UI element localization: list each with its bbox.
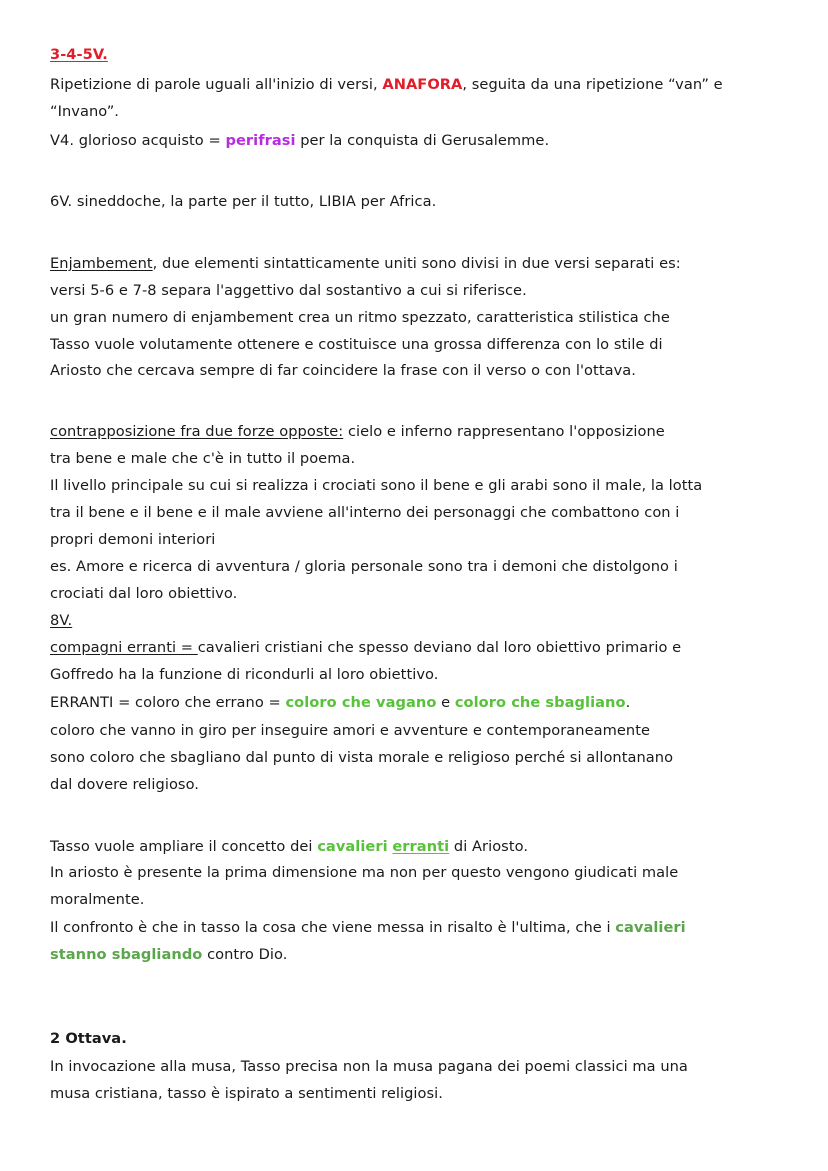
text-span: e [436,694,455,711]
text-line [50,917,686,939]
text-span: . [625,694,631,711]
text-line [50,747,673,769]
text-line [50,637,681,659]
text-line [50,692,630,714]
text-line [50,307,670,329]
text-span: crociati dal loro obiettivo. [50,585,238,602]
text-line [50,556,678,578]
text-span: tra il bene e il bene e il male avviene all'interno dei personaggi che combattono con i [50,504,680,521]
section-heading-3-4-5v [50,44,108,66]
text-line [50,475,702,497]
text-span: dal dovere religioso. [50,776,199,793]
text-span: , due elementi sintatticamente uniti sono divisi in due versi separati es: [152,255,681,272]
text-span: Ariosto che cercava sempre di far coincidere la frase con il verso o con l'ottava. [50,362,636,379]
text-line [50,360,636,382]
text-span: cavalieri cristiani che spesso deviano dal loro obiettivo primario e [197,639,682,656]
term-enjambement: Enjambement [50,255,153,272]
highlight-cavalieri-2: cavalieri [615,919,686,936]
text-span: Goffredo ha la funzione di ricondurli al loro obiettivo. [50,666,439,683]
text-line [50,944,287,966]
text-span: Tasso vuole ampliare il concetto dei [50,838,318,855]
highlight-cavalieri: cavalieri [317,838,388,855]
highlight-stanno-sbagliando: stanno sbagliando [50,946,203,963]
text-line [50,529,215,551]
text-line [50,280,527,302]
text-line [50,1083,443,1105]
text-line [50,448,355,470]
highlight-perifrasi: perifrasi [225,132,296,149]
text-span: tra bene e male che c'è in tutto il poema. [50,450,356,467]
text-line [50,191,436,213]
text-span: 6V. sineddoche, la parte per il tutto, LIBIA per Africa. [50,193,437,210]
text-line [50,101,119,123]
text-span: musa cristiana, tasso è ispirato a sentimenti religiosi. [50,1085,443,1102]
section-heading-8v [50,610,72,632]
text-line [50,1056,688,1078]
text-line [50,774,199,796]
text-span: es. Amore e ricerca di avventura / gloria personale sono tra i demoni che distolgono i [50,558,678,575]
text-line [50,664,438,686]
text-line [50,862,678,884]
term-contrapposizione: contrapposizione fra due forze opposte: [50,423,344,440]
text-line [50,74,723,96]
text-span: , seguita da una ripetizione “van” e [462,76,723,93]
text-line [50,836,528,858]
text-span: In ariosto è presente la prima dimensione ma non per questo vengono giudicati male [50,864,679,881]
text-span: di Ariosto. [449,838,529,855]
text-line [50,253,681,275]
text-line [50,583,237,605]
text-span: Ripetizione di parole uguali all'inizio di versi, [50,76,383,93]
text-span: Tasso vuole volutamente ottenere e costituisce una grossa differenza con lo stile di [50,336,663,353]
highlight-erranti: erranti [392,838,450,855]
heading-text: 3-4-5V. [50,46,108,63]
text-span: versi 5-6 e 7-8 separa l'aggettivo dal sostantivo a cui si riferisce. [50,282,527,299]
text-line [50,334,663,356]
text-span: moralmente. [50,891,145,908]
text-line [50,889,144,911]
section-heading-2-ottava [50,1028,127,1050]
text-span: Il livello principale su cui si realizza i crociati sono il bene e gli arabi sono il male, la lotta [50,477,703,494]
highlight-anafora: ANAFORA [382,76,463,93]
text-span: In invocazione alla musa, Tasso precisa non la musa pagana dei poemi classici ma una [50,1058,688,1075]
text-span: sono coloro che sbagliano dal punto di vista morale e religioso perché si allontanano [50,749,674,766]
text-span: propri demoni interiori [50,531,216,548]
highlight-vagano: coloro che vagano [285,694,437,711]
text-span: per la conquista di Gerusalemme. [295,132,550,149]
text-span: Il confronto è che in tasso la cosa che viene messa in risalto è l'ultima, che i [50,919,616,936]
text-line [50,502,679,524]
text-span: un gran numero di enjambement crea un ritmo spezzato, caratteristica stilistica che [50,309,670,326]
text-span: “Invano”. [50,103,120,120]
text-line [50,421,665,443]
text-line [50,130,549,152]
text-span: ERRANTI = coloro che errano = [50,694,286,711]
highlight-sbagliano: coloro che sbagliano [454,694,626,711]
heading-text: 2 Ottava. [50,1030,127,1047]
term-compagni-erranti: compagni erranti = [50,639,198,656]
heading-text: 8V. [50,612,73,629]
text-span: V4. glorioso acquisto = [50,132,226,149]
text-span: coloro che vanno in giro per inseguire amori e avventure e contemporaneamente [50,722,651,739]
text-span: cielo e inferno rappresentano l'opposizione [343,423,665,440]
text-span: contro Dio. [202,946,288,963]
text-line [50,720,650,742]
